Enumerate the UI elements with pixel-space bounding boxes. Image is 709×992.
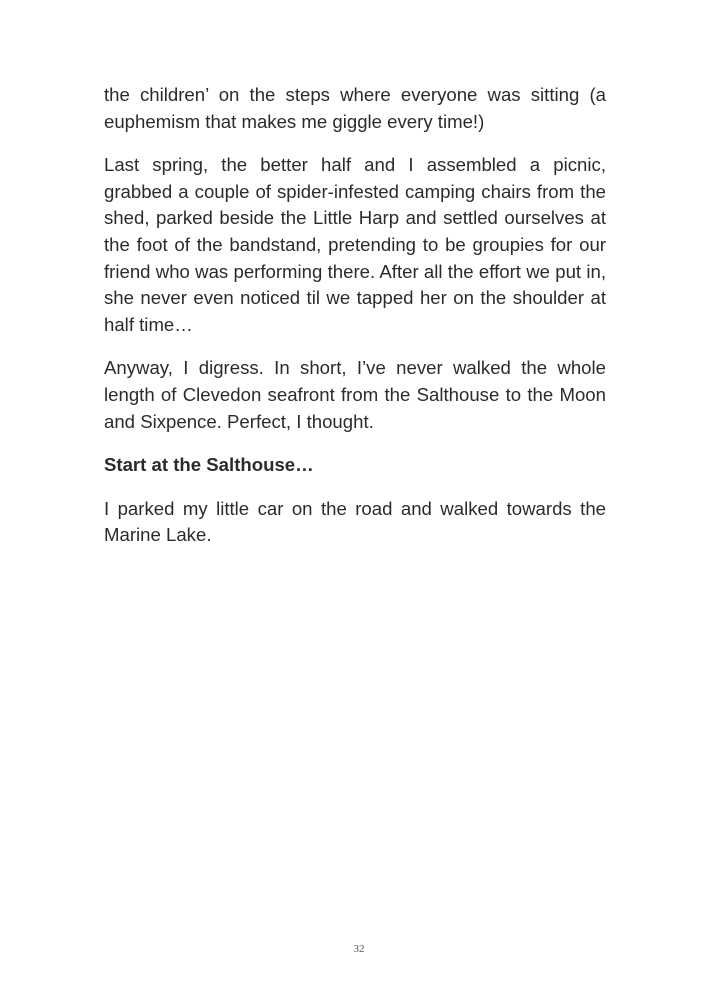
paragraph-parked: I parked my little car on the road and walked towards the Marine Lake. <box>104 497 606 546</box>
page-number: 32 <box>353 943 365 955</box>
paragraph-continuation: the children’ on the steps where everyone was sitting (a euphemism that makes me giggle every time!) <box>104 84 606 132</box>
body-text <box>104 82 606 566</box>
paragraph-picnic: Last spring, the better half and I assembled a picnic, grabbed a couple of spider-infested camping chairs from the shed, parked beside the Little Harp and settled ourselves at the foot of the bandstand, pretending to be groupies for our friend who was performing there. After all the effort we put in, she never even noticed til we tapped her on the shoulder at half time… <box>104 154 606 335</box>
paragraph-digress: Anyway, I digress. In short, I’ve never walked the whole length of Clevedon seafront from the Salthouse to the Moon and Sixpence. Perfect, I thought. <box>104 357 606 432</box>
section-heading: Start at the Salthouse… <box>104 454 314 476</box>
